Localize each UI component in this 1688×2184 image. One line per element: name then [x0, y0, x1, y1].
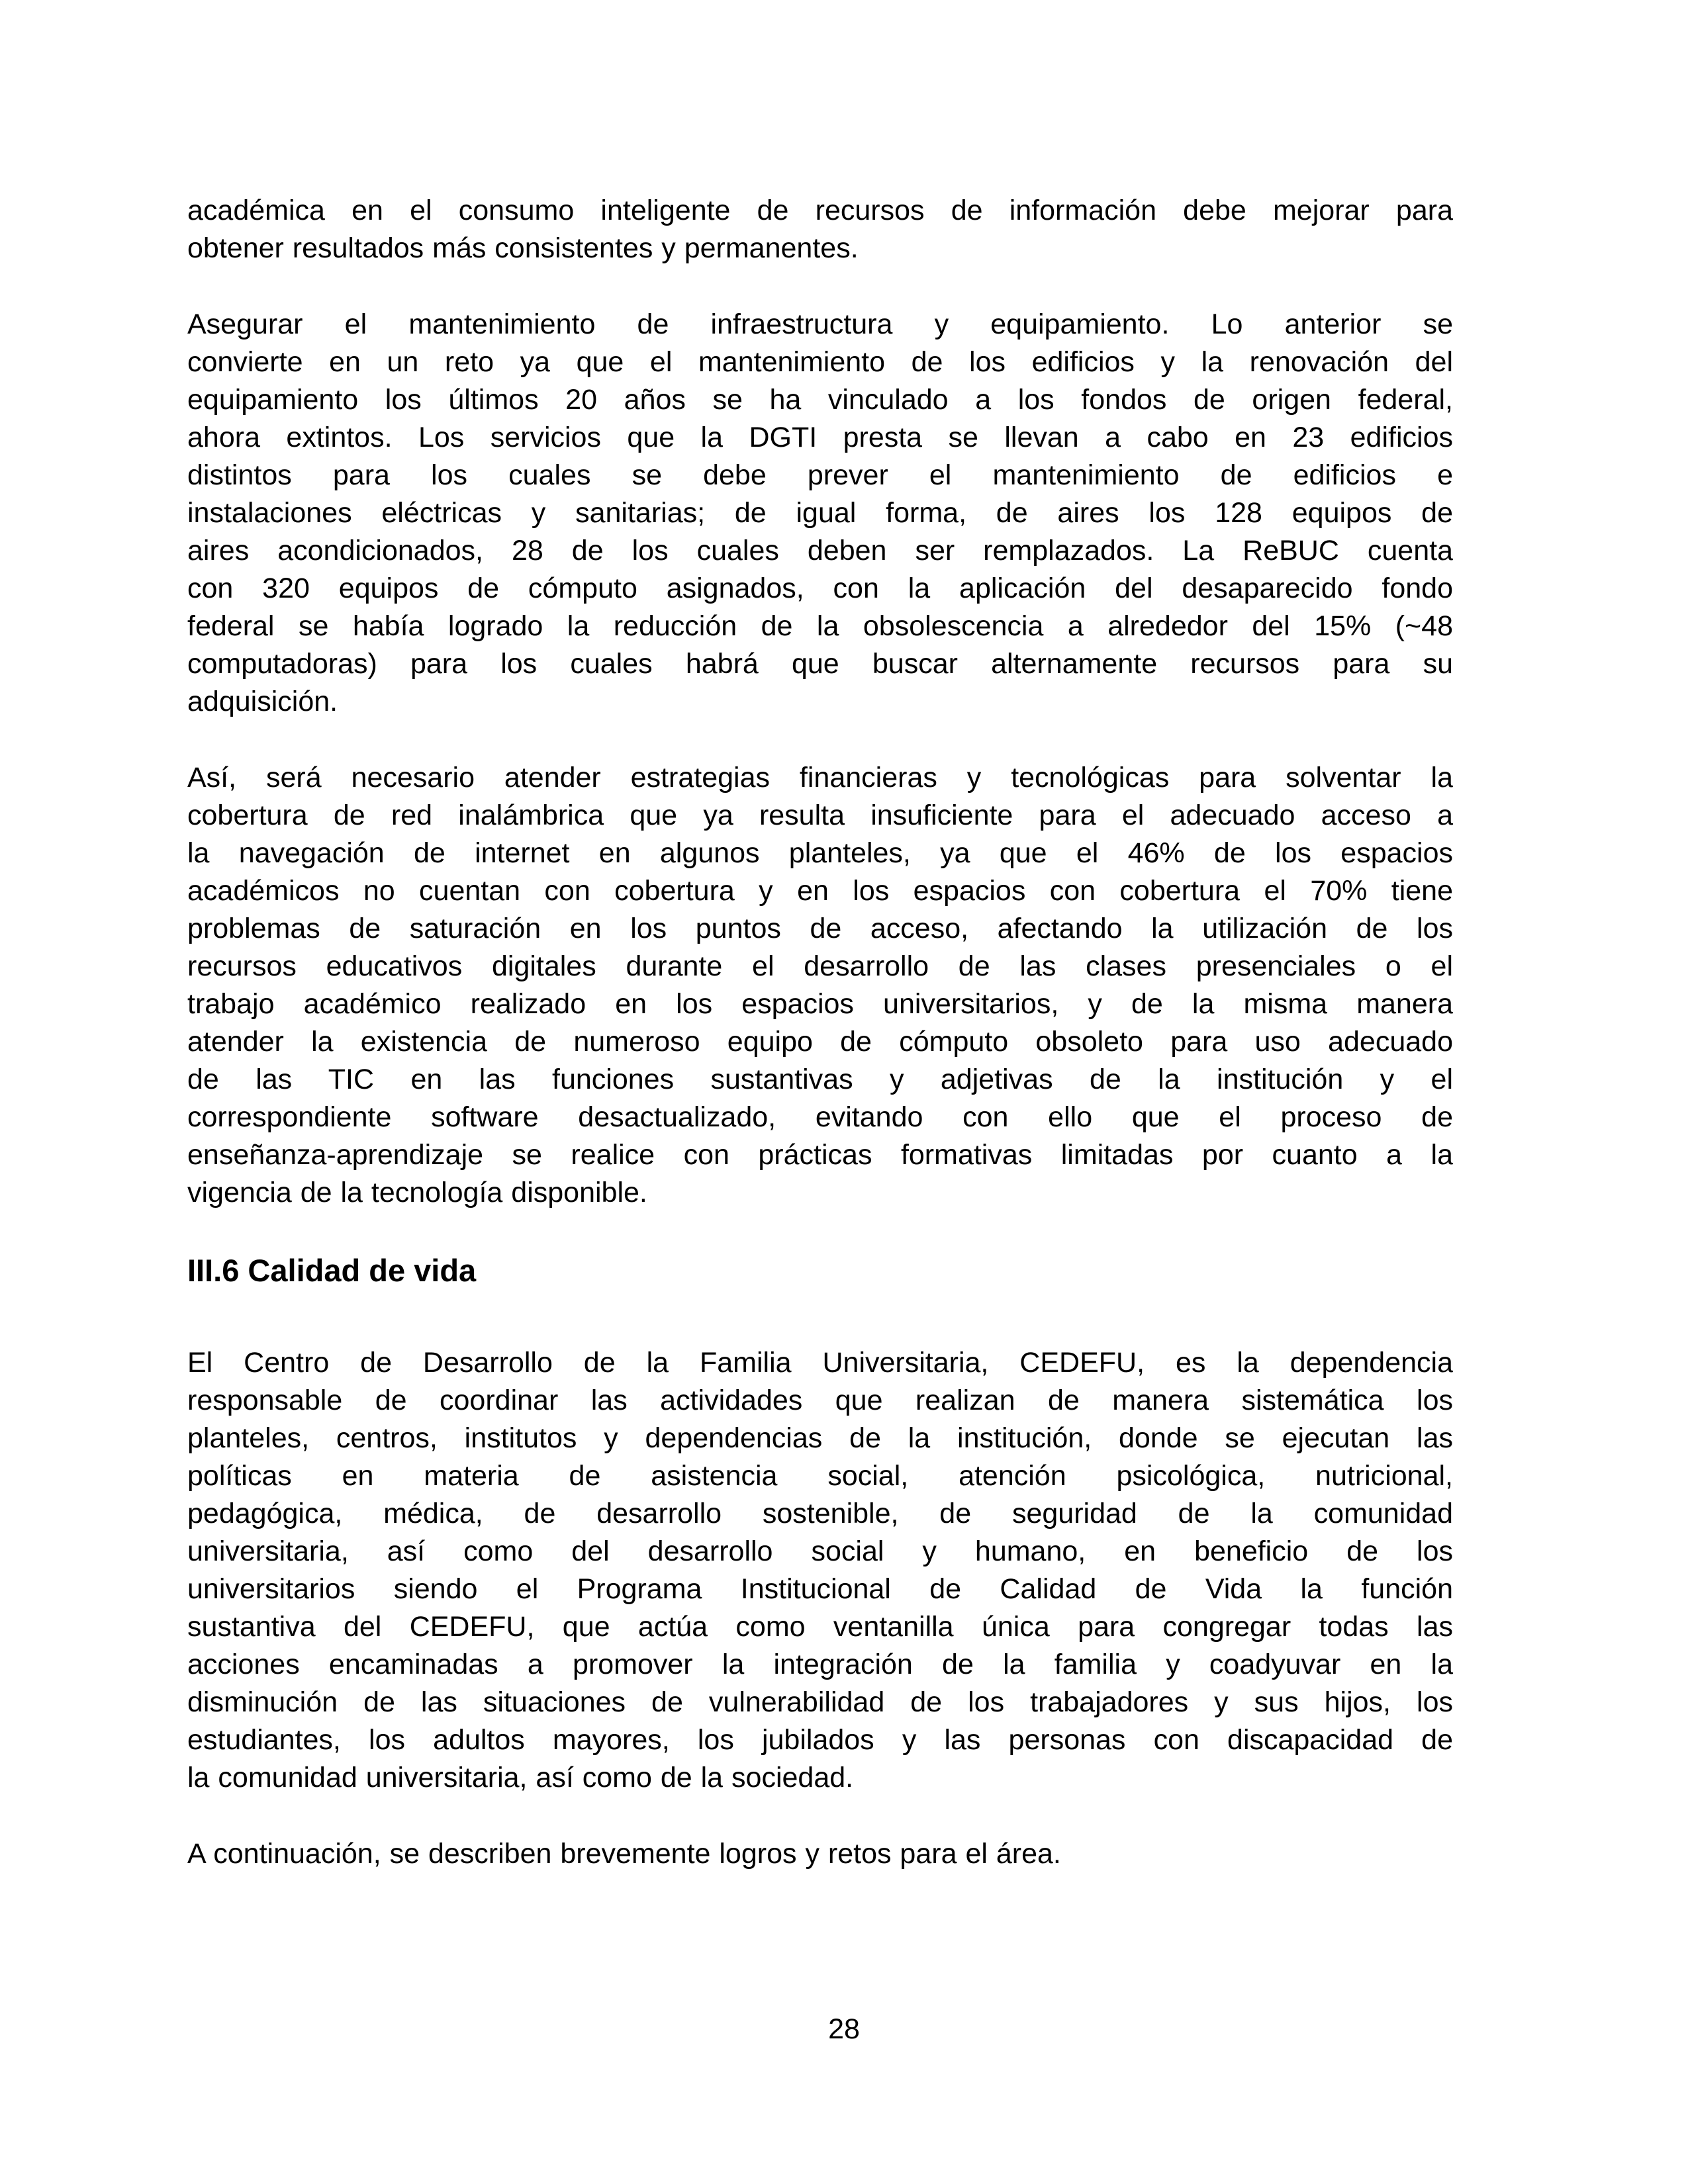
- paragraph-a-continuacion: [187, 1835, 1453, 1873]
- text-line: políticas en materia de asistencia social, atención psicológica, nutricional,: [187, 1460, 1453, 1492]
- text-line: la navegación de internet en algunos planteles, ya que el 46% de los espacios: [187, 837, 1453, 869]
- text-line: ahora extintos. Los servicios que la DGTI presta se llevan a cabo en 23 edificios: [187, 422, 1453, 453]
- text-line: trabajo académico realizado en los espacios universitarios, y de la misma manera: [187, 988, 1453, 1020]
- text-line: estudiantes, los adultos mayores, los jubilados y las personas con discapacidad de: [187, 1724, 1453, 1756]
- text-line: sustantiva del CEDEFU, que actúa como ventanilla única para congregar todas las: [187, 1611, 1453, 1643]
- text-line: planteles, centros, institutos y dependencias de la institución, donde se ejecutan las: [187, 1422, 1453, 1454]
- text-line: El Centro de Desarrollo de la Familia Universitaria, CEDEFU, es la dependencia: [187, 1347, 1453, 1379]
- text-line: acciones encaminadas a promover la integración de la familia y coadyuvar en la: [187, 1649, 1453, 1680]
- text-line: problemas de saturación en los puntos de acceso, afectando la utilización de los: [187, 913, 1453, 944]
- paragraph-academica: [187, 192, 1453, 267]
- text-line: la comunidad universitaria, así como de la sociedad.: [187, 1762, 854, 1794]
- text-line: federal se había logrado la reducción de la obsolescencia a alrededor del 15% (~48: [187, 610, 1453, 642]
- paragraph-estrategias-financieras: [187, 759, 1453, 1212]
- text-line: con 320 equipos de cómputo asignados, con la aplicación del desaparecido fondo: [187, 572, 1453, 604]
- page-content: [187, 192, 1453, 1911]
- text-line: Así, será necesario atender estrategias financieras y tecnológicas para solventar la: [187, 762, 1453, 794]
- text-line: vigencia de la tecnología disponible.: [187, 1177, 647, 1208]
- text-line: adquisición.: [187, 686, 338, 717]
- text-line: cobertura de red inalámbrica que ya resulta insuficiente para el adecuado acceso a: [187, 799, 1453, 831]
- text-line: distintos para los cuales se debe prever el mantenimiento de edificios e: [187, 459, 1453, 491]
- paragraph-cedefu: [187, 1344, 1453, 1797]
- text-line: académicos no cuentan con cobertura y en los espacios con cobertura el 70% tiene: [187, 875, 1453, 907]
- text-line: convierte en un reto ya que el mantenimiento de los edificios y la renovación del: [187, 346, 1453, 378]
- text-line: académica en el consumo inteligente de recursos de información debe mejorar para: [187, 195, 1453, 226]
- text-line: instalaciones eléctricas y sanitarias; de igual forma, de aires los 128 equipos de: [187, 497, 1453, 529]
- text-line: universitarios siendo el Programa Institucional de Calidad de Vida la función: [187, 1573, 1453, 1605]
- text-line: responsable de coordinar las actividades que realizan de manera sistemática los: [187, 1385, 1453, 1416]
- text-line: atender la existencia de numeroso equipo de cómputo obsoleto para uso adecuado: [187, 1026, 1453, 1058]
- text-line: recursos educativos digitales durante el desarrollo de las clases presenciales o el: [187, 950, 1453, 982]
- text-line: aires acondicionados, 28 de los cuales deben ser remplazados. La ReBUC cuenta: [187, 535, 1453, 567]
- text-line: enseñanza-aprendizaje se realice con prácticas formativas limitadas por cuanto a la: [187, 1139, 1453, 1171]
- text-line: Asegurar el mantenimiento de infraestructura y equipamiento. Lo anterior se: [187, 308, 1453, 340]
- text-line: disminución de las situaciones de vulnerabilidad de los trabajadores y sus hijos, los: [187, 1686, 1453, 1718]
- page-number: 28: [828, 2013, 860, 2045]
- text-line: correspondiente software desactualizado, evitando con ello que el proceso de: [187, 1101, 1453, 1133]
- text-line: universitaria, así como del desarrollo social y humano, en beneficio de los: [187, 1535, 1453, 1567]
- text-line: A continuación, se describen brevemente logros y retos para el área.: [187, 1838, 1061, 1870]
- text-line: de las TIC en las funciones sustantivas y adjetivas de la institución y el: [187, 1064, 1453, 1095]
- text-line: pedagógica, médica, de desarrollo sostenible, de seguridad de la comunidad: [187, 1498, 1453, 1529]
- text-line: obtener resultados más consistentes y permanentes.: [187, 232, 859, 264]
- text-line: computadoras) para los cuales habrá que buscar alternamente recursos para su: [187, 648, 1453, 680]
- paragraph-asegurar-mantenimiento: [187, 306, 1453, 721]
- text-line: equipamiento los últimos 20 años se ha vinculado a los fondos de origen federal,: [187, 384, 1453, 416]
- section-heading-calidad-de-vida: III.6 Calidad de vida: [187, 1253, 477, 1288]
